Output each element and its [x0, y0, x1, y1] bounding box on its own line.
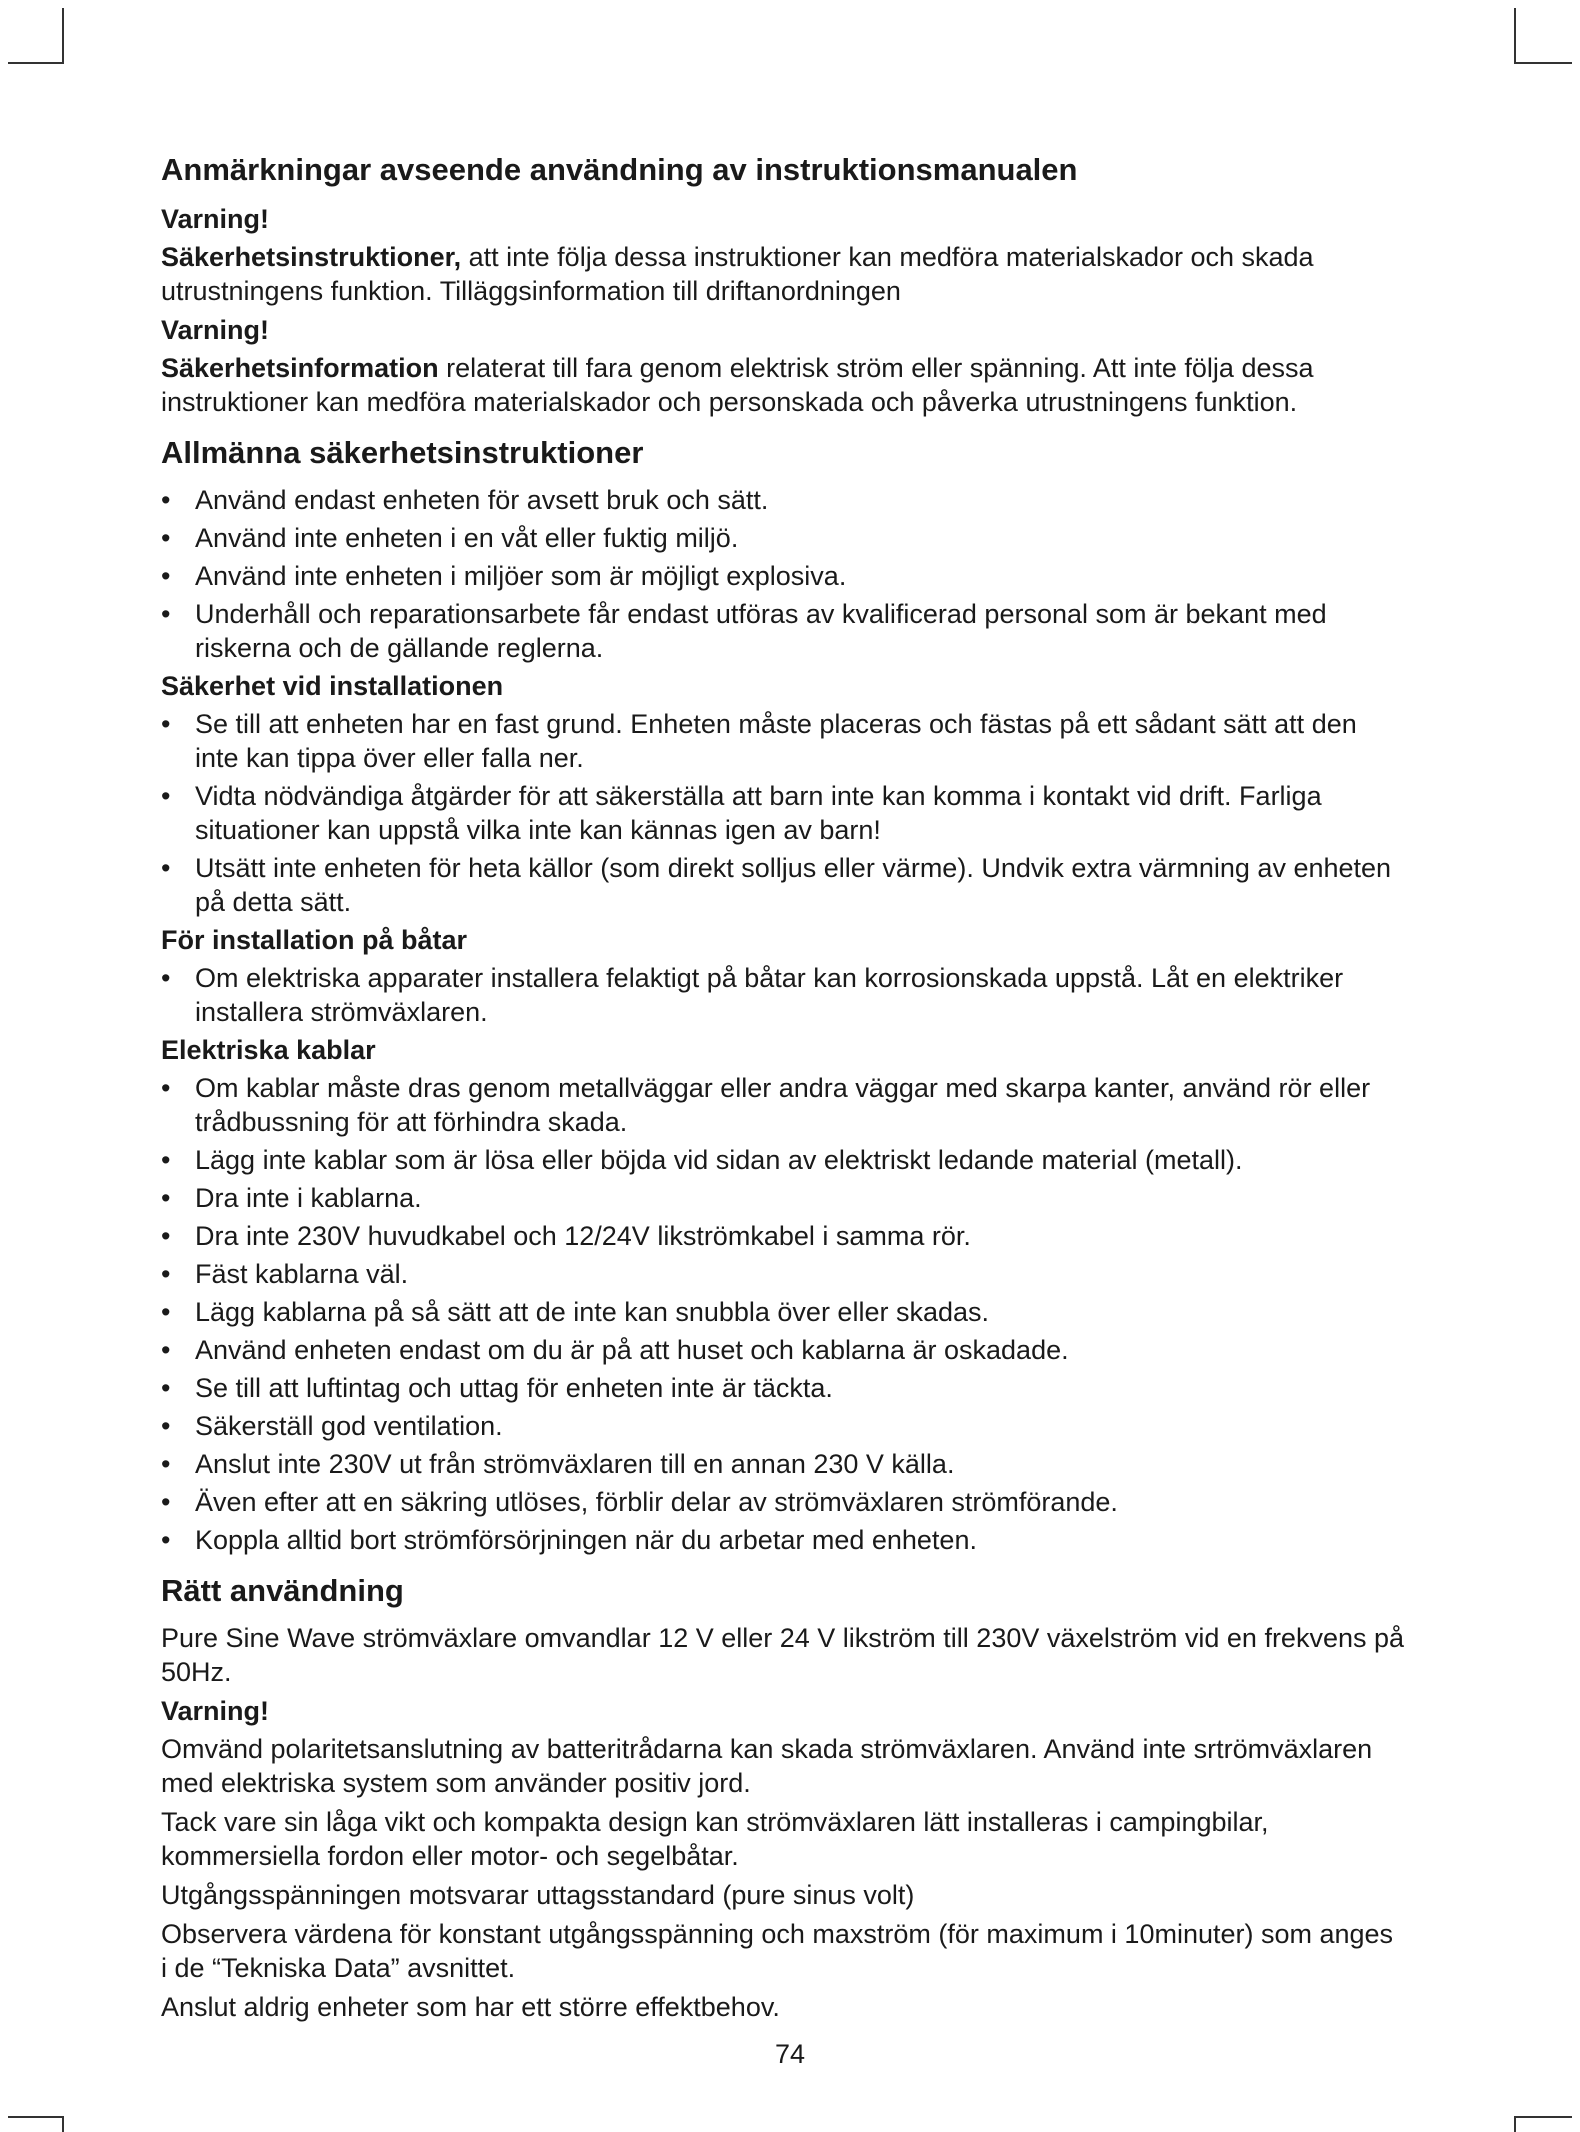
- general-safety-list: [161, 483, 1406, 665]
- list-item: [161, 1447, 1406, 1481]
- bullet-icon: •: [161, 1487, 171, 1517]
- bullet-icon: •: [161, 1335, 171, 1365]
- list-item: [161, 1295, 1406, 1329]
- warning-label: Varning!: [161, 204, 270, 234]
- section-title-correct-use: Rätt användning: [161, 1573, 404, 1608]
- list-item: [161, 1409, 1406, 1443]
- paragraph: Anslut aldrig enheter som har ett större effektbehov.: [161, 1992, 780, 2022]
- list-item-text: Använd inte enheten i miljöer som är möjligt explosiva.: [195, 561, 847, 591]
- bullet-icon: •: [161, 1525, 171, 1555]
- list-item: [161, 1523, 1406, 1557]
- list-item-text: Använd enheten endast om du är på att huset och kablarna är oskadade.: [195, 1335, 1069, 1365]
- list-item: [161, 1333, 1406, 1367]
- crop-mark-top-left-v: [62, 8, 64, 64]
- list-item: [161, 559, 1406, 593]
- list-item: [161, 961, 1406, 1029]
- bullet-icon: •: [161, 1373, 171, 1403]
- list-item: [161, 779, 1406, 847]
- subheading-electrical-cables: Elektriska kablar: [161, 1035, 376, 1065]
- bullet-icon: •: [161, 485, 171, 515]
- safety-information-term: Säkerhetsinformation: [161, 353, 439, 383]
- bullet-icon: •: [161, 853, 171, 883]
- correct-use-intro: Pure Sine Wave strömväxlare omvandlar 12 V eller 24 V likström till 230V växelström vid en frekvens på 50Hz.: [161, 1623, 1405, 1687]
- list-item-text: Vidta nödvändiga åtgärder för att säkerställa att barn inte kan komma i kontakt vid drift. Farliga situationer kan uppstå vilka inte kan kännas igen av barn!: [195, 781, 1322, 845]
- section-title-general-safety: Allmänna säkerhetsinstruktioner: [161, 435, 644, 470]
- list-item-text: Om elektriska apparater installera felaktigt på båtar kan korrosionskada uppstå. Låt en elektriker installera strömväxlaren.: [195, 963, 1344, 1027]
- list-item-text: Lägg inte kablar som är lösa eller böjda vid sidan av elektriskt ledande material (metall).: [195, 1145, 1243, 1175]
- bullet-icon: •: [161, 1073, 171, 1103]
- crop-mark-top-left-h: [8, 62, 64, 64]
- safety-instructions-term: Säkerhetsinstruktioner,: [161, 242, 462, 272]
- safety-information-text: relaterat till fara genom elektrisk ström eller spänning. Att inte följa dessa instruktioner kan medföra materialskador och personskada och påverka utrustningens funktion.: [161, 353, 1314, 417]
- warning-label: Varning!: [161, 1696, 270, 1726]
- list-item: [161, 1071, 1406, 1139]
- safety-instructions-paragraph: [161, 240, 1406, 308]
- safety-information-paragraph: [161, 351, 1406, 419]
- list-item: [161, 1219, 1406, 1253]
- crop-mark-top-right-v: [1514, 8, 1516, 64]
- list-item-text: Lägg kablarna på så sätt att de inte kan snubbla över eller skadas.: [195, 1297, 990, 1327]
- list-item: [161, 1257, 1406, 1291]
- list-item-text: Använd endast enheten för avsett bruk och sätt.: [195, 485, 769, 515]
- list-item-text: Se till att luftintag och uttag för enheten inte är täckta.: [195, 1373, 833, 1403]
- bullet-icon: •: [161, 599, 171, 629]
- bullet-icon: •: [161, 709, 171, 739]
- bullet-icon: •: [161, 1145, 171, 1175]
- crop-mark-top-right-h: [1514, 62, 1572, 64]
- list-item: [161, 1181, 1406, 1215]
- bullet-icon: •: [161, 561, 171, 591]
- bullet-icon: •: [161, 781, 171, 811]
- list-item-text: Dra inte i kablarna.: [195, 1183, 422, 1213]
- paragraph: Tack vare sin låga vikt och kompakta design kan strömväxlaren lätt installeras i campingbilar, kommersiella fordon eller motor- och segelbåtar.: [161, 1807, 1269, 1871]
- paragraph: Omvänd polaritetsanslutning av batteritrådarna kan skada strömväxlaren. Använd inte srtrömväxlaren med elektriska system som använder positiv jord.: [161, 1734, 1373, 1798]
- bullet-icon: •: [161, 963, 171, 993]
- bullet-icon: •: [161, 523, 171, 553]
- section-title-manual-notes: Anmärkningar avseende användning av instruktionsmanualen: [161, 152, 1078, 187]
- list-item-text: Utsätt inte enheten för heta källor (som direkt solljus eller värme). Undvik extra värmning av enheten på detta sätt.: [195, 853, 1392, 917]
- bullet-icon: •: [161, 1297, 171, 1327]
- list-item: [161, 1485, 1406, 1519]
- list-item-text: Dra inte 230V huvudkabel och 12/24V likströmkabel i samma rör.: [195, 1221, 971, 1251]
- crop-mark-bottom-right-h: [1514, 2116, 1572, 2118]
- electrical-cables-list: [161, 1071, 1406, 1557]
- list-item: [161, 483, 1406, 517]
- installation-safety-list: [161, 707, 1406, 919]
- list-item-text: Även efter att en säkring utlöses, förblir delar av strömväxlaren strömförande.: [195, 1487, 1118, 1517]
- list-item-text: Om kablar måste dras genom metallväggar eller andra väggar med skarpa kanter, använd rör eller trådbussning för att förhindra skada.: [195, 1073, 1371, 1137]
- list-item: [161, 707, 1406, 775]
- document-page: [161, 150, 1406, 2029]
- bullet-icon: •: [161, 1259, 171, 1289]
- warning-label: Varning!: [161, 315, 270, 345]
- safety-instructions-text: att inte följa dessa instruktioner kan medföra materialskador och skada utrustningens funktion. Tilläggsinformation till driftanordningen: [161, 242, 1314, 306]
- list-item: [161, 851, 1406, 919]
- subheading-installation-safety: Säkerhet vid installationen: [161, 671, 504, 701]
- bullet-icon: •: [161, 1221, 171, 1251]
- bullet-icon: •: [161, 1183, 171, 1213]
- bullet-icon: •: [161, 1411, 171, 1441]
- list-item-text: Fäst kablarna väl.: [195, 1259, 409, 1289]
- page-number: 74: [774, 2039, 806, 2069]
- list-item-text: Använd inte enheten i en våt eller fuktig miljö.: [195, 523, 739, 553]
- list-item: [161, 1371, 1406, 1405]
- paragraph: Utgångsspänningen motsvarar uttagsstandard (pure sinus volt): [161, 1880, 915, 1910]
- list-item: [161, 597, 1406, 665]
- list-item: [161, 1143, 1406, 1177]
- bullet-icon: •: [161, 1449, 171, 1479]
- paragraph: Observera värdena för konstant utgångsspänning och maxström (för maximum i 10minuter) som anges i de “Tekniska Data” avsnittet.: [161, 1919, 1394, 1983]
- correct-use-paragraphs: [161, 1732, 1406, 2024]
- crop-mark-bottom-left-h: [8, 2116, 64, 2118]
- crop-mark-bottom-right-v: [1514, 2116, 1516, 2132]
- list-item-text: Koppla alltid bort strömförsörjningen när du arbetar med enheten.: [195, 1525, 977, 1555]
- list-item: [161, 521, 1406, 555]
- list-item-text: Anslut inte 230V ut från strömväxlaren till en annan 230 V källa.: [195, 1449, 955, 1479]
- boat-installation-list: [161, 961, 1406, 1029]
- crop-mark-bottom-left-v: [62, 2116, 64, 2132]
- subheading-boat-installation: För installation på båtar: [161, 925, 468, 955]
- list-item-text: Se till att enheten har en fast grund. Enheten måste placeras och fästas på ett sådant sätt att den inte kan tippa över eller falla ner.: [195, 709, 1357, 773]
- list-item-text: Underhåll och reparationsarbete får endast utföras av kvalificerad personal som är bekant med riskerna och de gällande reglerna.: [195, 599, 1327, 663]
- list-item-text: Säkerställ god ventilation.: [195, 1411, 503, 1441]
